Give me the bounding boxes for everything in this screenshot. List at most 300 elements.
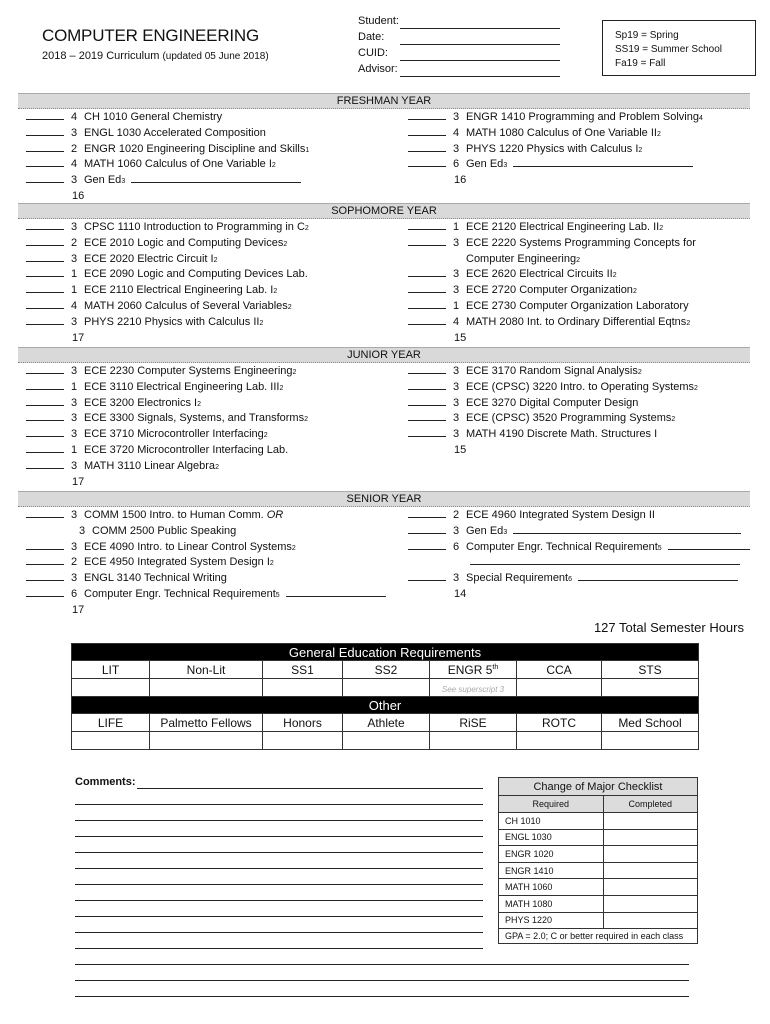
- grade-blank[interactable]: [408, 364, 446, 374]
- grade-blank[interactable]: [26, 126, 64, 136]
- checklist-completed-cell[interactable]: [603, 862, 697, 879]
- checklist-course: MATH 1080: [499, 896, 603, 913]
- grade-blank[interactable]: [26, 411, 64, 421]
- course-row: [26, 252, 309, 268]
- grade-blank[interactable]: [26, 508, 64, 518]
- other-col-rotc: ROTC: [517, 714, 602, 732]
- other-cell[interactable]: [72, 732, 150, 750]
- engr-sup: th: [492, 663, 499, 671]
- comment-line[interactable]: [75, 932, 483, 933]
- grade-blank[interactable]: [26, 220, 64, 230]
- other-col-life: LIFE: [72, 714, 150, 732]
- course-credits: 3: [453, 142, 460, 155]
- checklist-row: [499, 879, 697, 896]
- course-name: MATH 1080 Calculus of One Variable II: [466, 126, 657, 139]
- course-name: ECE 2730 Computer Organization Laboratory: [466, 299, 689, 312]
- grade-blank[interactable]: [408, 236, 446, 246]
- grade-blank[interactable]: [26, 157, 64, 167]
- gen-ed-col-nonlit: Non-Lit: [150, 661, 263, 679]
- course-row: [26, 427, 308, 443]
- grade-blank[interactable]: [26, 283, 64, 293]
- comment-line[interactable]: [75, 900, 483, 901]
- fill-in-line[interactable]: [578, 571, 738, 581]
- course-row: [408, 524, 750, 540]
- footnote-superscript: 2: [612, 272, 617, 280]
- grade-blank[interactable]: [408, 396, 446, 406]
- footnote-superscript: 2: [215, 463, 219, 471]
- footnote-superscript: 2: [291, 544, 296, 552]
- course-name: ENGL 3140 Technical Writing: [84, 572, 227, 585]
- or-label: OR: [266, 509, 284, 521]
- gen-ed-col-ss1: SS1: [263, 661, 343, 679]
- course-credits: 3: [453, 365, 460, 377]
- grade-blank[interactable]: [408, 380, 446, 390]
- advisor-label: Advisor:: [358, 63, 398, 75]
- course-credits: 3: [71, 412, 78, 425]
- date-field[interactable]: [400, 33, 560, 45]
- other-entry-row: [72, 732, 699, 750]
- gen-ed-cell[interactable]: [430, 679, 517, 697]
- course-name: ECE 4950 Integrated System Design I: [84, 556, 270, 569]
- footnote-superscript: 2: [259, 319, 264, 327]
- change-of-major-checklist: [498, 777, 698, 944]
- grade-blank[interactable]: [408, 315, 446, 325]
- grade-blank[interactable]: [26, 110, 64, 120]
- footnote-superscript: 2: [656, 130, 661, 138]
- gen-ed-entry-row: [72, 679, 699, 697]
- comment-line[interactable]: [75, 836, 483, 837]
- grade-blank[interactable]: [26, 267, 64, 277]
- course-credits: 4: [71, 299, 78, 312]
- footnote-superscript: 2: [659, 225, 664, 232]
- gen-ed-cell[interactable]: [517, 679, 602, 697]
- other-col-rise: RiSE: [430, 714, 517, 732]
- course-name: ECE 3720 Microcontroller Interfacing Lab.: [84, 443, 289, 456]
- junior-right-column: [408, 364, 698, 459]
- course-name: ENGR 1410 Programming and Problem Solving: [466, 111, 699, 123]
- semester-total: 17: [72, 603, 85, 616]
- grade-blank[interactable]: [26, 364, 64, 374]
- comment-line[interactable]: [75, 884, 483, 885]
- course-credits: 1: [71, 284, 78, 297]
- course-name: ENGR 1020 Engineering Discipline and Skills: [84, 142, 306, 155]
- other-col-athlete: Athlete: [343, 714, 430, 732]
- senior-right-column: [408, 508, 750, 603]
- course-row: [408, 540, 750, 556]
- cuid-field[interactable]: [400, 49, 560, 61]
- other-cell[interactable]: [517, 732, 602, 750]
- checklist-completed-cell[interactable]: [603, 846, 697, 863]
- course-credits: 3: [453, 412, 460, 425]
- engr-label: ENGR 5: [447, 662, 493, 677]
- comment-line[interactable]: [75, 948, 483, 949]
- course-name: CH 1010 General Chemistry: [84, 111, 223, 123]
- checklist-col-required: Required: [499, 796, 603, 813]
- course-name: Special Requirement: [466, 572, 569, 585]
- course-credits: 3: [453, 428, 460, 441]
- grade-blank[interactable]: [26, 571, 64, 581]
- comments-label: Comments:: [75, 776, 136, 788]
- checklist-completed-cell[interactable]: [603, 896, 697, 913]
- footnote-superscript: 2: [213, 256, 218, 264]
- course-row: [408, 236, 696, 252]
- checklist-row: [499, 829, 697, 846]
- course-row: [408, 411, 698, 427]
- semester-total: 16: [72, 189, 85, 202]
- freshman-year-header: FRESHMAN YEAR: [18, 93, 750, 109]
- comment-line[interactable]: [75, 868, 483, 869]
- sophomore-left-column: [26, 220, 309, 346]
- course-name: MATH 1060 Calculus of One Variable I: [84, 158, 272, 171]
- footnote-superscript: 2: [292, 369, 297, 376]
- course-credits: 4: [71, 111, 78, 123]
- course-row: [26, 220, 309, 236]
- course-credits: 6: [453, 540, 460, 553]
- course-name: ECE 2110 Electrical Engineering Lab. I: [84, 284, 274, 297]
- course-credits: 1: [71, 268, 78, 281]
- date-label: Date:: [358, 31, 385, 43]
- footnote-superscript: 5: [657, 544, 662, 552]
- checklist-course: ENGL 1030: [499, 829, 603, 846]
- course-row: [26, 459, 308, 475]
- comment-line[interactable]: [75, 820, 483, 821]
- fill-in-line[interactable]: [668, 540, 750, 550]
- course-row: [26, 110, 309, 126]
- footnote-superscript: 2: [304, 225, 309, 232]
- grade-blank[interactable]: [408, 110, 446, 120]
- course-credits: 4: [453, 315, 460, 328]
- other-cell[interactable]: [602, 732, 699, 750]
- advisor-field[interactable]: [400, 65, 560, 77]
- other-cell[interactable]: [430, 732, 517, 750]
- footnote-superscript: 5: [275, 591, 280, 599]
- grade-blank[interactable]: [26, 236, 64, 246]
- course-name: ECE 2230 Computer Systems Engineering: [84, 365, 293, 377]
- semester-total: 17: [72, 331, 85, 344]
- semester-total: 15: [454, 443, 467, 456]
- footnote-superscript: 3: [503, 528, 508, 536]
- updated-date: (updated 05 June 2018): [162, 51, 269, 62]
- course-name: PHYS 2210 Physics with Calculus II: [84, 315, 260, 328]
- fill-in-line[interactable]: [513, 157, 693, 167]
- course-name: ECE 2620 Electrical Circuits II: [466, 268, 613, 281]
- checklist-row: [499, 846, 697, 863]
- course-row: [408, 267, 696, 283]
- course-credits: 2: [71, 236, 78, 249]
- course-name: ECE 2220 Systems Programming Concepts for: [466, 236, 696, 249]
- gen-ed-col-sts: STS: [602, 661, 699, 679]
- comment-line[interactable]: [75, 916, 483, 917]
- sophomore-right-column: [408, 220, 696, 346]
- other-col-med: Med School: [602, 714, 699, 732]
- comment-line[interactable]: [75, 980, 689, 981]
- course-row: [26, 173, 309, 189]
- course-credits: 2: [453, 509, 460, 521]
- course-credits: 3: [71, 221, 78, 233]
- course-credits: 1: [453, 221, 460, 233]
- course-credits: 3: [453, 111, 460, 123]
- comment-line[interactable]: [75, 804, 483, 805]
- course-row: [408, 126, 703, 142]
- grade-blank[interactable]: [408, 267, 446, 277]
- course-name: MATH 2080 Int. to Ordinary Differential Eqtns: [466, 315, 687, 328]
- course-row: [26, 283, 309, 299]
- course-row: [408, 315, 696, 331]
- course-name: ECE 3110 Electrical Engineering Lab. III: [84, 380, 280, 393]
- senior-year-header: SENIOR YEAR: [18, 491, 750, 507]
- course-name: Gen Ed: [466, 524, 504, 537]
- gen-ed-cell[interactable]: [72, 679, 150, 697]
- grade-blank[interactable]: [26, 315, 64, 325]
- grade-blank[interactable]: [26, 555, 64, 565]
- course-row: [26, 157, 309, 173]
- grade-blank[interactable]: [408, 508, 446, 518]
- course-row: [26, 299, 309, 315]
- gen-ed-cell[interactable]: [150, 679, 263, 697]
- course-name: Computer Engr. Technical Requirement: [466, 540, 658, 553]
- course-row: [26, 364, 308, 380]
- fill-in-line[interactable]: [513, 524, 741, 534]
- grade-blank[interactable]: [408, 126, 446, 136]
- gen-ed-col-ss2: SS2: [343, 661, 430, 679]
- grade-blank[interactable]: [26, 443, 64, 453]
- course-name: MATH 3110 Linear Algebra: [84, 459, 216, 472]
- legend-summer: SS19 = Summer School: [615, 44, 722, 55]
- checklist-title: Change of Major Checklist: [499, 778, 697, 796]
- checklist-row: [499, 813, 697, 830]
- course-name: ENGL 1030 Accelerated Composition: [84, 126, 266, 139]
- footnote-superscript: 2: [637, 369, 642, 376]
- footnote-superscript: 2: [197, 400, 202, 408]
- course-credits: 3: [453, 396, 460, 409]
- course-name: CPSC 1110 Introduction to Programming in C: [84, 221, 305, 233]
- course-credits: 3: [453, 268, 460, 281]
- course-credits: 3: [71, 428, 78, 441]
- course-credits: 1: [453, 299, 460, 312]
- course-credits: 3: [71, 509, 78, 521]
- total-semester-hours: 127 Total Semester Hours: [593, 620, 744, 635]
- footnote-superscript: 2: [638, 146, 643, 154]
- course-row: [408, 110, 703, 126]
- footnote-superscript: 2: [694, 384, 698, 392]
- course-row: [408, 299, 696, 315]
- footnote-superscript: 2: [287, 303, 292, 311]
- course-row: [26, 142, 309, 158]
- checklist-course: PHYS 1220: [499, 912, 603, 929]
- grade-blank[interactable]: [26, 380, 64, 390]
- checklist-course: ENGR 1410: [499, 862, 603, 879]
- grade-blank[interactable]: [408, 411, 446, 421]
- checklist-row: [499, 896, 697, 913]
- footnote-superscript: 1: [305, 146, 310, 154]
- grade-blank[interactable]: [26, 252, 64, 262]
- course-name: ECE 2090 Logic and Computing Devices Lab.: [84, 268, 308, 281]
- fill-in-line[interactable]: [286, 587, 386, 597]
- checklist-row: [499, 912, 697, 929]
- course-row: [408, 571, 750, 587]
- grade-blank[interactable]: [408, 571, 446, 581]
- footnote-superscript: 2: [279, 384, 284, 392]
- other-cell[interactable]: [150, 732, 263, 750]
- grade-blank[interactable]: [408, 220, 446, 230]
- gen-ed-header-row: [72, 661, 699, 679]
- legend-spring: Sp19 = Spring: [615, 30, 679, 41]
- student-field[interactable]: [400, 17, 560, 29]
- footnote-superscript: 3: [503, 162, 508, 170]
- course-row: [26, 236, 309, 252]
- student-label: Student:: [358, 15, 399, 27]
- other-header-row: [72, 714, 699, 732]
- engr-note: See superscript 3: [441, 684, 505, 694]
- course-name: Gen Ed: [466, 158, 504, 171]
- course-row: [26, 443, 308, 459]
- gen-ed-cell[interactable]: [602, 679, 699, 697]
- course-row: [26, 267, 309, 283]
- footnote-superscript: 2: [576, 256, 580, 264]
- course-name: Computer Engineering: [466, 252, 577, 265]
- course-name: MATH 2060 Calculus of Several Variables: [84, 299, 288, 312]
- course-name: Gen Ed: [84, 174, 122, 187]
- checklist-completed-cell[interactable]: [603, 813, 697, 830]
- course-name: ECE 3170 Random Signal Analysis: [466, 365, 638, 377]
- footnote-superscript: 2: [269, 560, 274, 568]
- page-subtitle: [42, 50, 269, 62]
- grade-blank[interactable]: [26, 142, 64, 152]
- gen-ed-table: [71, 643, 699, 750]
- footnote-superscript: 2: [671, 416, 676, 424]
- footnote-superscript: 2: [283, 240, 288, 248]
- fill-in-line[interactable]: [131, 173, 301, 183]
- course-name: ECE 4960 Integrated System Design II: [466, 509, 655, 521]
- comment-line[interactable]: [75, 964, 689, 965]
- course-row: [26, 587, 386, 603]
- senior-left-column: [26, 508, 386, 619]
- course-row: [408, 380, 698, 396]
- course-credits: 3: [71, 540, 78, 553]
- course-credits: 3: [71, 396, 78, 409]
- other-cell[interactable]: [343, 732, 430, 750]
- course-row: [408, 283, 696, 299]
- course-row: [26, 411, 308, 427]
- legend-fall: Fa19 = Fall: [615, 58, 666, 69]
- comment-line[interactable]: [75, 996, 689, 997]
- checklist-footer: GPA = 2.0; C or better required in each class: [505, 931, 684, 942]
- grade-blank[interactable]: [26, 587, 64, 597]
- gen-ed-col-lit: LIT: [72, 661, 150, 679]
- course-credits: 6: [453, 158, 460, 171]
- footnote-superscript: 2: [686, 319, 691, 327]
- course-credits: 3: [453, 524, 460, 537]
- course-name: MATH 4190 Discrete Math. Structures I: [466, 428, 658, 441]
- checklist-row: [499, 862, 697, 879]
- course-credits: 3: [453, 572, 460, 585]
- freshman-right-column: [408, 110, 703, 189]
- course-row: [408, 157, 703, 173]
- course-row: [408, 252, 696, 268]
- junior-left-column: [26, 364, 308, 490]
- checklist-completed-cell[interactable]: [603, 912, 697, 929]
- page-title: COMPUTER ENGINEERING: [42, 26, 260, 45]
- course-credits: 3: [71, 572, 78, 585]
- footnote-superscript: 3: [121, 178, 126, 186]
- comment-line[interactable]: [137, 788, 483, 789]
- grade-blank[interactable]: [408, 283, 446, 293]
- footnote-superscript: 2: [273, 288, 278, 296]
- gen-ed-cell[interactable]: [263, 679, 343, 697]
- other-col-palmetto: Palmetto Fellows: [150, 714, 263, 732]
- checklist-completed-cell[interactable]: [603, 879, 697, 896]
- course-name: PHYS 1220 Physics with Calculus I: [466, 142, 639, 155]
- course-name: COMM 1500 Intro. to Human Comm.: [84, 509, 264, 521]
- grade-blank[interactable]: [408, 524, 446, 534]
- grade-blank[interactable]: [26, 459, 64, 469]
- cuid-label: CUID:: [358, 47, 388, 59]
- course-credits: 2: [71, 556, 78, 569]
- fill-in-line[interactable]: [470, 555, 740, 565]
- course-credits: 3: [71, 174, 78, 187]
- gen-ed-col-engr: [430, 661, 517, 679]
- gen-ed-title: General Education Requirements: [72, 644, 699, 661]
- checklist-course: ENGR 1020: [499, 846, 603, 863]
- course-name: ECE (CPSC) 3220 Intro. to Operating Systems: [466, 380, 695, 393]
- course-name: ECE 2120 Electrical Engineering Lab. II: [466, 221, 660, 233]
- course-name: ECE 3200 Electronics I: [84, 396, 198, 409]
- grade-blank[interactable]: [26, 173, 64, 183]
- footnote-superscript: 2: [271, 162, 276, 170]
- comment-line[interactable]: [75, 852, 483, 853]
- grade-blank[interactable]: [26, 540, 64, 550]
- checklist-col-completed: Completed: [603, 796, 697, 813]
- course-name: ECE 4090 Intro. to Linear Control Systems: [84, 540, 292, 553]
- course-name: ECE 2010 Logic and Computing Devices: [84, 236, 284, 249]
- course-row: [26, 555, 386, 571]
- gen-ed-cell[interactable]: [343, 679, 430, 697]
- course-row: [26, 524, 386, 540]
- course-credits: 6: [71, 587, 78, 600]
- other-title: Other: [72, 697, 699, 714]
- grade-blank[interactable]: [408, 427, 446, 437]
- course-row: [408, 396, 698, 412]
- other-col-honors: Honors: [263, 714, 343, 732]
- checklist-completed-cell[interactable]: [603, 829, 697, 846]
- footnote-superscript: 2: [263, 432, 268, 440]
- semester-total: 17: [72, 475, 85, 488]
- course-credits: 2: [71, 142, 78, 155]
- grade-blank[interactable]: [26, 427, 64, 437]
- course-name: ECE 2020 Electric Circuit I: [84, 252, 214, 265]
- course-credits: 3: [453, 284, 460, 297]
- grade-blank[interactable]: [408, 142, 446, 152]
- course-name: ECE 3270 Digital Computer Design: [466, 396, 639, 409]
- other-cell[interactable]: [263, 732, 343, 750]
- course-row: [26, 380, 308, 396]
- grade-blank[interactable]: [26, 299, 64, 309]
- checklist-header-row: [499, 796, 697, 813]
- course-row: [26, 508, 386, 524]
- grade-blank[interactable]: [408, 299, 446, 309]
- term-legend: [602, 20, 756, 76]
- course-credits: 1: [71, 380, 78, 393]
- gen-ed-col-cca: CCA: [517, 661, 602, 679]
- grade-blank[interactable]: [26, 396, 64, 406]
- semester-total: 15: [454, 331, 467, 344]
- course-credits: 3: [71, 252, 78, 265]
- course-credits: 3: [71, 126, 78, 139]
- grade-blank[interactable]: [408, 157, 446, 167]
- course-name: ECE (CPSC) 3520 Programming Systems: [466, 412, 672, 425]
- footnote-superscript: 6: [568, 576, 573, 584]
- grade-blank[interactable]: [408, 540, 446, 550]
